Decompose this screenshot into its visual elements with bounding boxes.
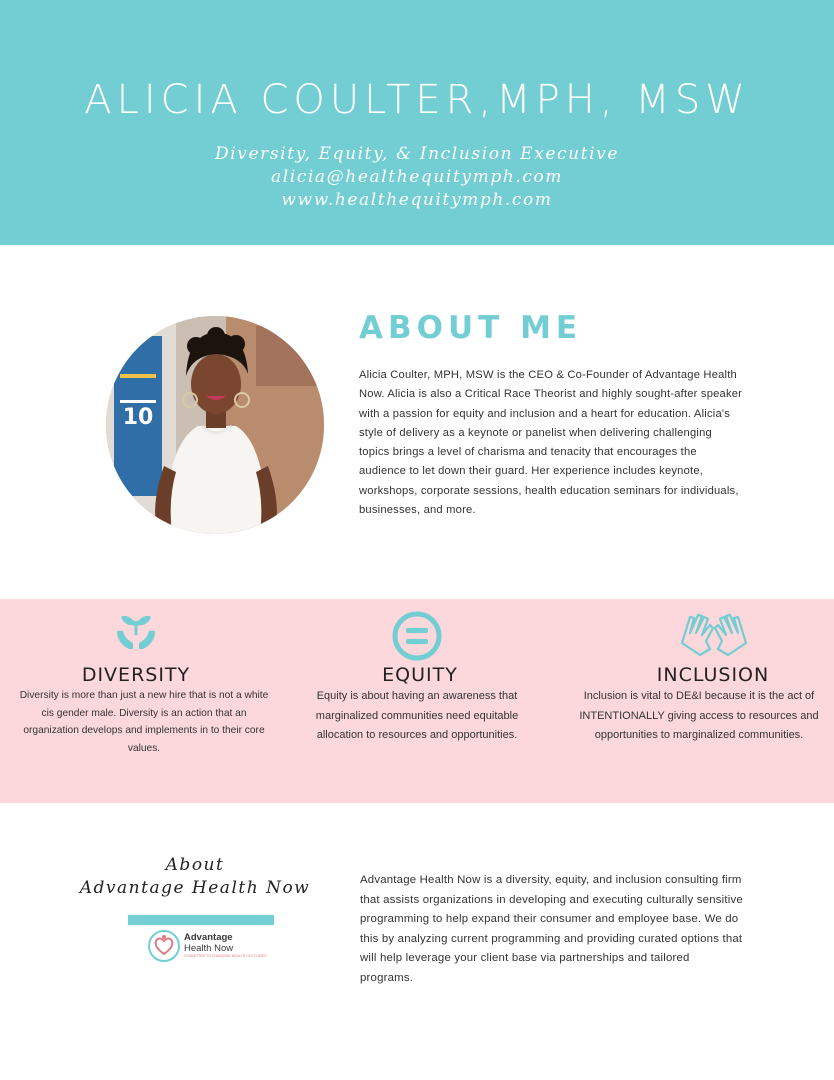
diversity-text: Diversity is more than just a new hire that is not a white cis gender male. Diversity is an action that an organization develops and implements in to their core values. bbox=[19, 690, 269, 754]
company-heading-line1: About bbox=[165, 855, 225, 875]
hands-sprout-icon bbox=[113, 609, 159, 658]
logo-tagline: COMMITTED TO CHANGING HEALTH OUTCOMES bbox=[184, 954, 267, 958]
high-five-hands-icon bbox=[676, 609, 752, 664]
person-name: ALICIA COULTER,MPH, MSW bbox=[84, 77, 750, 123]
equity-title: EQUITY bbox=[382, 664, 458, 686]
values-band bbox=[0, 599, 834, 803]
header-banner bbox=[0, 0, 834, 245]
svg-text:10: 10 bbox=[122, 405, 154, 430]
about-me-body: Alicia Coulter, MPH, MSW is the CEO & Co-Founder of Advantage Health Now. Alicia is also a Critical Race Theorist and highly sought-after speaker with a passion for equity and inclusion and a heart for education. Alicia's style of delivery as a keynote or panelist when delivering challenging topics brings a level of charisma and tenacity that encourages the audience to let down their guard. Her experience includes keynote, workshops, corporate sessions, health education seminars for individuals, businesses, and more. bbox=[359, 369, 743, 517]
heart-logo-icon bbox=[146, 928, 182, 964]
logo-text-advantage: Advantage bbox=[184, 932, 233, 943]
company-logo bbox=[146, 928, 267, 964]
equity-text: Equity is about having an awareness that marginalized communities need equitable allocation to resources and opportunities. bbox=[315, 690, 519, 741]
diversity-title: DIVERSITY bbox=[81, 664, 191, 686]
about-me-heading: ABOUT ME bbox=[359, 310, 583, 346]
divider-bar bbox=[128, 915, 274, 925]
inclusion-text: Inclusion is vital to DE&I because it is the act of INTENTIONALLY giving access to resources and opportunities to marginalized communities. bbox=[579, 690, 819, 741]
equals-circle-icon bbox=[392, 611, 442, 666]
profile-photo bbox=[106, 316, 324, 534]
job-title: Diversity, Equity, & Inclusion Executive bbox=[215, 144, 619, 164]
company-heading-line2: Advantage Health Now bbox=[79, 878, 311, 898]
inclusion-title: INCLUSION bbox=[656, 664, 770, 686]
logo-text-health-now: Health Now bbox=[184, 943, 234, 954]
website-link[interactable]: www.healthequitymph.com bbox=[281, 190, 553, 210]
email-link[interactable]: alicia@healthequitymph.com bbox=[270, 167, 564, 187]
company-body: Advantage Health Now is a diversity, equity, and inclusion consulting firm that assists organizations in developing and executing culturally sensitive programming to help expand their consumer and employee base. We do this by analyzing current programming and providing curated options that will help leverage your client base via partnerships and tailored programs. bbox=[360, 874, 743, 984]
